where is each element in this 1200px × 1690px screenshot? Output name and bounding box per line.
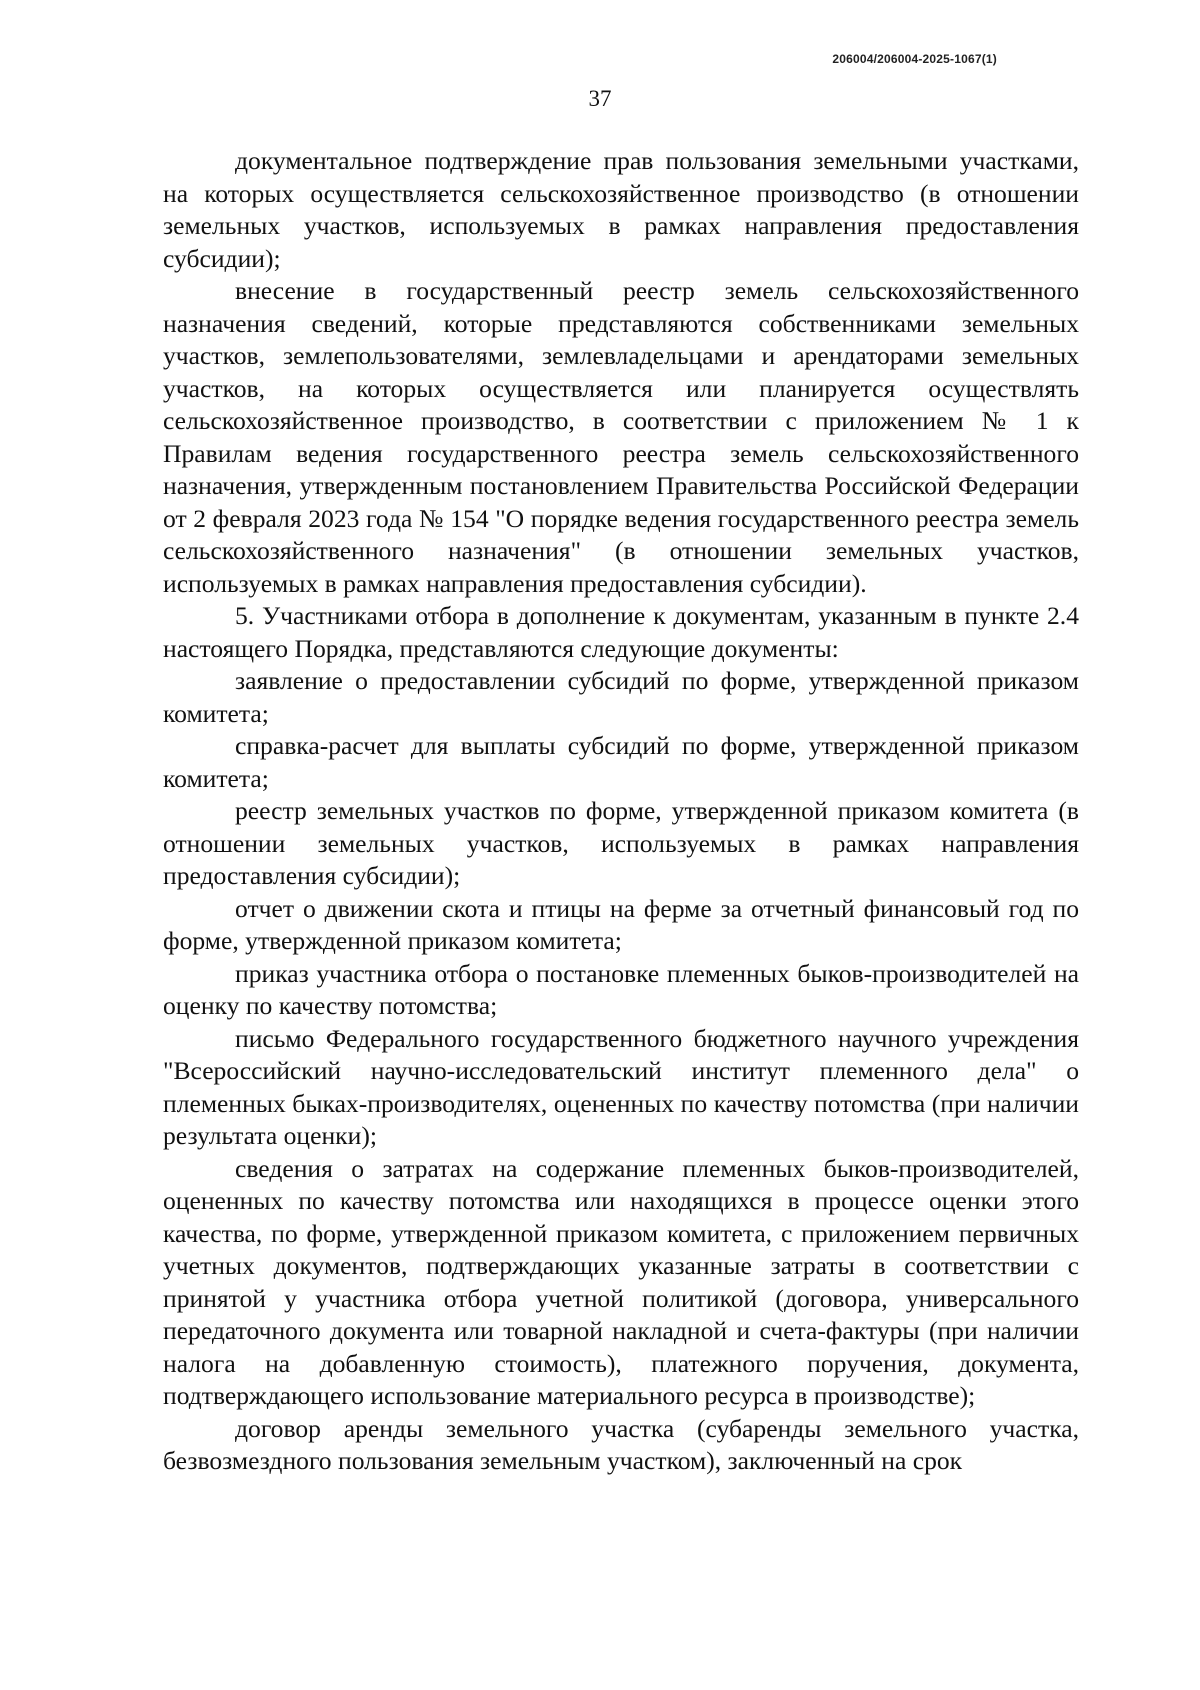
paragraph-lease: договор аренды земельного участка (субаренды земельного участка, безвозмездного пользования земельным участком), заключенный на срок bbox=[163, 1413, 1079, 1475]
paragraph-order: приказ участника отбора о постановке племенных быков-производителей на оценку по качеству потомства; bbox=[163, 958, 1079, 1020]
paragraph-costs: сведения о затратах на содержание племенных быков-производителей, оцененных по качеству потомства или находящихся в процессе оценки этого качества, по форме, утвержденной приказом комитета, с приложением первичных учетных документов, подтверждающих указанные затраты в соответствии с принятой у участника отбора учетной политикой (договора, универсального передаточного документа или товарной накладной и счета-фактуры (при наличии налога на добавленную стоимость), платежного поручения, документа, подтверждающего использование материального ресурса в производстве); bbox=[163, 1153, 1079, 1410]
paragraph-land-rights: документальное подтверждение прав пользования земельными участками, на которых осуществляется сельскохозяйственное производство (в отношении земельных участков, используемых в рамках направления предоставления субсидии); bbox=[163, 146, 1079, 273]
paragraph-state-register: внесение в государственный реестр земель сельскохозяйственного назначения сведений, которые представляются собственниками земельных участков, землепользователями, землевладельцами и арендаторами земельных участков, на которых осуществляется или планируется осуществлять сельскохозяйственное производство, в соответствии с приложением № 1 к Правилам ведения государственного реестра земель сельскохозяйственного назначения, утвержденным постановлением Правительства Российской Федерации от 2 февраля 2023 года № 154 "О порядке ведения государственного реестра земель сельскохозяйственного назначения" (в отношении земельных участков, используемых в рамках направления предоставления субсидии). bbox=[163, 276, 1079, 598]
paragraph-land-registry: реестр земельных участков по форме, утвержденной приказом комитета (в отношении земельных участков, используемых в рамках направления предоставления субсидии); bbox=[163, 796, 1079, 890]
paragraph-livestock-report: отчет о движении скота и птицы на ферме за отчетный финансовый год по форме, утвержденной приказом комитета; bbox=[163, 893, 1079, 955]
page-number: 37 bbox=[588, 86, 612, 111]
paragraph-point-5: 5. Участниками отбора в дополнение к документам, указанным в пункте 2.4 настоящего Порядка, представляются следующие документы: bbox=[163, 601, 1079, 663]
document-body bbox=[163, 145, 1079, 1478]
paragraph-calculation: справка-расчет для выплаты субсидий по форме, утвержденной приказом комитета; bbox=[163, 731, 1079, 793]
paragraph-letter: письмо Федерального государственного бюджетного научного учреждения "Всероссийский научно-исследовательский институт племенного дела" о племенных быках-производителях, оцененных по качеству потомства (при наличии результата оценки); bbox=[163, 1023, 1079, 1150]
paragraph-application: заявление о предоставлении субсидий по форме, утвержденной приказом комитета; bbox=[163, 666, 1079, 728]
document-id: 206004/206004-2025-1067(1) bbox=[832, 52, 997, 66]
